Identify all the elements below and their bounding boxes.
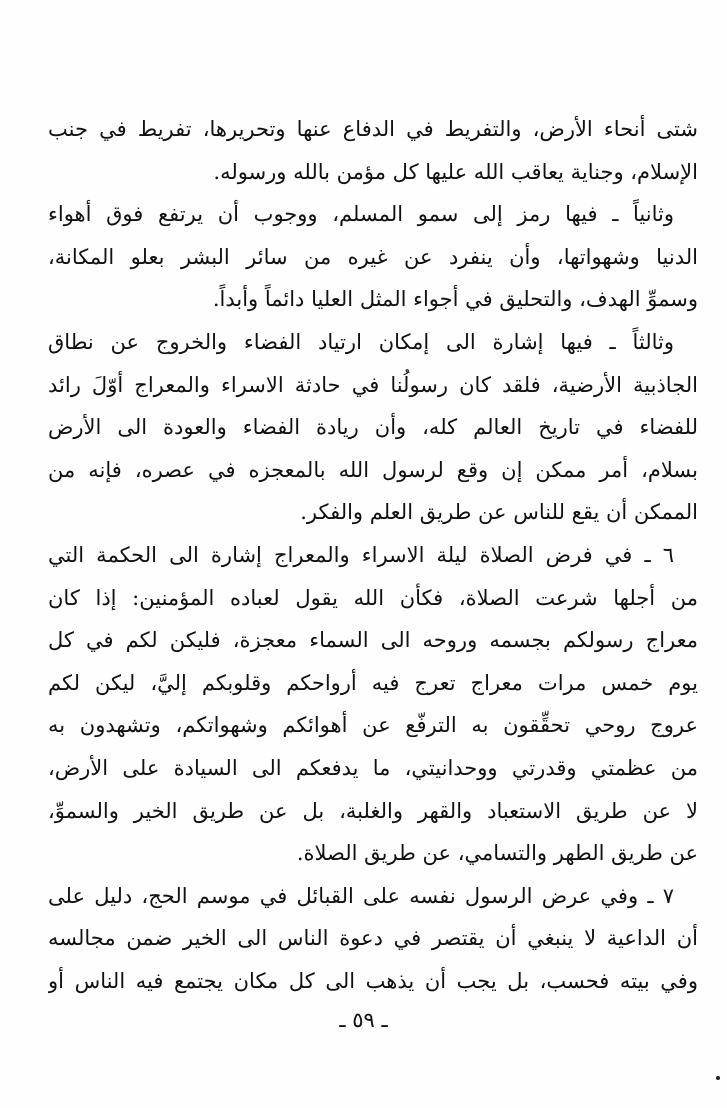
text-line: للفضاء في تاريخ العالم كله، وأن ريادة الفضاء والعودة الى الأرض	[48, 415, 698, 440]
text-line: لا عن طريق الاستعباد والقهر والغلبة، بل عن طريق الخير والسموِّ،	[48, 798, 698, 823]
text-line: وفي بيته فحسب، بل يجب أن يذهب الى كل مكان يجتمع فيه الناس أو	[48, 968, 698, 993]
text-line: من عظمتي وقدرتي ووحدانيتي، ما يدفعكم الى السيادة على الأرض،	[48, 755, 698, 780]
text-line: الدنيا وشهواتها، وأن ينفرد عن غيره من سائر البشر بعلو المكانة،	[48, 244, 698, 269]
text-line: عن طريق الطهر والتسامي، عن طريق الصلاة.	[296, 841, 698, 866]
text-line: بسلام، أمر ممكن إن وقع لرسول الله بالمعجزه في عصره، فإنه من	[48, 457, 698, 482]
text-line: وثانياً ـ فيها رمز إلى سمو المسلم، ووجوب أن يرتفع فوق أهواء	[48, 202, 674, 227]
text-line: وثالثاً ـ فيها إشارة الى إمكان ارتياد الفضاء والخروج عن نطاق	[48, 329, 674, 354]
text-line: شتى أنحاء الأرض، والتفريط في الدفاع عنها وتحريرها، تفريط في جنب	[48, 117, 698, 141]
text-line: ٦ ـ في فرض الصلاة ليلة الاسراء والمعراج إشارة الى الحكمة التي	[48, 542, 674, 567]
text-line: الإسلام، وجناية يعاقب الله عليها كل مؤمن بالله ورسوله.	[213, 159, 698, 184]
text-line: الجاذبية الأرضية، فلقد كان رسولُنا في حادثة الاسراء والمعراج أوّلَ رائد	[48, 372, 698, 397]
body-text	[48, 108, 698, 1002]
scan-speck	[716, 1076, 720, 1080]
text-line: أن الداعية لا ينبغي أن يقتصر في دعوة الناس الى الخير ضمن مجالسه	[48, 926, 698, 951]
text-line: ٧ ـ وفي عرض الرسول نفسه على القبائل في موسم الحج، دليل على	[48, 883, 674, 908]
text-line: يوم خمس مرات معراج تعرج فيه أرواحكم وقلوبكم إليَّ، ليكن لكم	[48, 670, 698, 695]
text-line: وسموِّ الهدف، والتحليق في أجواء المثل العليا دائماً وأبداً.	[212, 287, 698, 312]
text-line: من أجلها شرعت الصلاة، فكأن الله يقول لعباده المؤمنين: إذا كان	[48, 585, 698, 610]
text-line: الممكن أن يقع للناس عن طريق العلم والفكر.	[300, 500, 698, 525]
text-line: عروج روحي تحقِّقون به الترفّع عن أهوائكم وشهواتكم، وتشهدون به	[48, 713, 698, 738]
text-line: معراج رسولكم بجسمه وروحه الى السماء معجزة، فليكن لكم في كل	[48, 628, 698, 653]
page-number: ـ ٥٩ ـ	[339, 1008, 388, 1032]
